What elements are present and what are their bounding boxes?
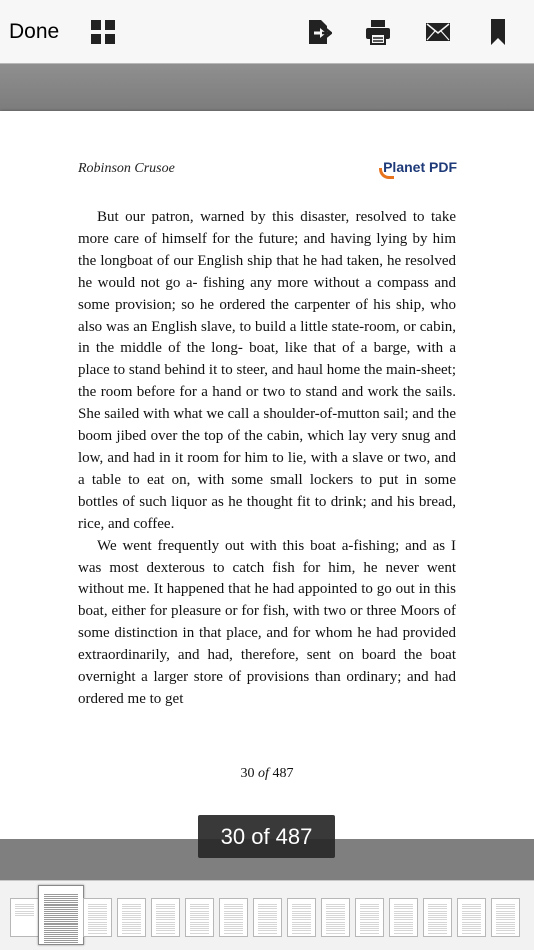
thumbnail-line <box>326 906 345 907</box>
thumbnail-line <box>44 905 78 906</box>
thumbnail[interactable] <box>389 898 418 937</box>
page-body <box>78 207 456 711</box>
thumbnail-line <box>122 913 141 914</box>
viewer-background <box>0 64 534 111</box>
thumbnail-line <box>496 930 515 931</box>
thumbnail-line <box>224 930 243 931</box>
thumbnail-line <box>496 908 515 909</box>
thumbnail-line <box>44 898 78 899</box>
thumbnail-line <box>258 917 277 918</box>
thumbnail-line <box>360 911 379 912</box>
page-indicator-badge: 30 of 487 <box>198 815 335 858</box>
thumbnail-line <box>44 932 78 933</box>
thumbnail-line <box>360 906 379 907</box>
thumbnail-line <box>462 913 481 914</box>
thumbnail-line <box>156 906 175 907</box>
thumbnail-line <box>394 922 413 923</box>
thumbnail-line <box>428 928 447 929</box>
thumbnail-line <box>258 924 277 925</box>
thumbnail-line <box>428 915 447 916</box>
thumbnail-line <box>496 913 515 914</box>
thumbnail-line <box>496 915 515 916</box>
thumbnail-line <box>88 911 107 912</box>
thumbnail[interactable] <box>457 898 486 937</box>
thumbnail-line <box>190 924 209 925</box>
thumbnail-line <box>190 906 209 907</box>
thumbnail-line <box>156 928 175 929</box>
thumbnail-line <box>88 913 107 914</box>
thumbnail-line <box>190 933 209 934</box>
thumbnail-line <box>428 906 447 907</box>
thumbnail-line <box>44 894 78 895</box>
thumbnail-line <box>224 926 243 927</box>
thumbnail-line <box>44 923 78 924</box>
thumbnail-line <box>462 917 481 918</box>
thumbnail-line <box>44 907 78 908</box>
thumbnail[interactable] <box>491 898 520 937</box>
thumbnail-line <box>326 915 345 916</box>
done-button[interactable]: Done <box>9 20 60 43</box>
thumbnail-line <box>462 908 481 909</box>
thumbnail[interactable] <box>355 898 384 937</box>
thumbnail-line <box>15 913 34 914</box>
brand-text: Planet PDF <box>383 159 457 175</box>
thumbnail-line <box>88 917 107 918</box>
thumbnail[interactable] <box>321 898 350 937</box>
thumbnail-line <box>44 913 78 914</box>
thumbnail-line <box>462 915 481 916</box>
thumbnail-line <box>428 911 447 912</box>
thumbnail-line <box>496 933 515 934</box>
export-icon[interactable] <box>303 16 335 48</box>
thumbnail-line <box>394 908 413 909</box>
thumbnail-line <box>428 922 447 923</box>
thumbnail-line <box>258 913 277 914</box>
thumbnail-line <box>394 913 413 914</box>
thumbnail-line <box>462 928 481 929</box>
thumbnail-line <box>292 924 311 925</box>
thumbnail[interactable] <box>219 898 248 937</box>
thumbnail-line <box>122 933 141 934</box>
thumbnail-line <box>156 904 175 905</box>
thumbnail-line <box>428 904 447 905</box>
thumbnail-line <box>122 906 141 907</box>
thumbnail-line <box>428 913 447 914</box>
thumbnail-line <box>360 922 379 923</box>
thumbnail-line <box>292 904 311 905</box>
thumbnail-line <box>15 915 34 916</box>
planet-pdf-logo <box>383 159 457 175</box>
thumbnail-line <box>326 913 345 914</box>
thumbnail-line <box>326 904 345 905</box>
thumbnail-line <box>224 915 243 916</box>
thumbnail-line <box>122 915 141 916</box>
thumbnail-line <box>496 924 515 925</box>
thumbnail-line <box>428 930 447 931</box>
thumbnail-line <box>462 922 481 923</box>
thumbnail-line <box>156 911 175 912</box>
thumbnail-line <box>190 913 209 914</box>
thumbnail-line <box>15 908 34 909</box>
thumbnail-line <box>156 913 175 914</box>
thumbnail-line <box>360 919 379 920</box>
thumbnail-line <box>428 933 447 934</box>
thumbnail-line <box>44 919 78 920</box>
thumbnail-line <box>462 919 481 920</box>
thumbnail-line <box>292 928 311 929</box>
thumbnail-line <box>258 933 277 934</box>
thumbnail-line <box>44 938 78 939</box>
thumbnail-line <box>292 919 311 920</box>
thumbnail-line <box>88 922 107 923</box>
thumbnail-line <box>496 919 515 920</box>
thumbnail-line <box>258 930 277 931</box>
thumbnail-line <box>326 908 345 909</box>
thumbnail-line <box>360 913 379 914</box>
thumbnail-line <box>394 930 413 931</box>
thumbnail-line <box>258 915 277 916</box>
thumbnail-line <box>496 917 515 918</box>
print-icon[interactable] <box>362 16 394 48</box>
thumbnail-line <box>156 908 175 909</box>
thumbnail-line <box>292 913 311 914</box>
thumbnail-line <box>394 926 413 927</box>
thumbnail-line <box>326 924 345 925</box>
thumbnail-line <box>122 911 141 912</box>
thumbnail-line <box>462 904 481 905</box>
thumbnail-line <box>462 933 481 934</box>
thumbnail-line <box>156 930 175 931</box>
thumbnail-line <box>190 919 209 920</box>
thumbnail-line <box>258 908 277 909</box>
thumbnail[interactable] <box>83 898 112 937</box>
thumbnail-line <box>224 906 243 907</box>
thumbnail[interactable] <box>10 898 39 937</box>
thumbnail-line <box>462 926 481 927</box>
thumbnail-line <box>360 926 379 927</box>
thumbnail-line <box>496 922 515 923</box>
thumbnail[interactable] <box>423 898 452 937</box>
paragraph: We went frequently out with this boat a-fishing; and as I was most dexterous to catch fish for him, he never went without me. It happened that he had appointed to go out in this boat, either for pleasure or for fish, with two or three Moors of some distinction in that place, and for whom he had provided extraordinarily, and had, therefore, sent on board the boat overnight a larger store of provisions than ordinary; and had ordered me to get <box>78 537 456 707</box>
thumbnail-line <box>15 911 34 912</box>
page-number: 30 <box>240 766 255 781</box>
thumbnail-line <box>88 908 107 909</box>
thumbnail-line <box>122 917 141 918</box>
thumbnail-line <box>44 936 78 937</box>
thumbnail-line <box>122 928 141 929</box>
thumbnail-line <box>326 933 345 934</box>
thumbnail-line <box>326 930 345 931</box>
thumbnail-line <box>496 926 515 927</box>
thumbnail-line <box>44 921 78 922</box>
page-footer-number <box>0 766 534 782</box>
thumbnail-line <box>88 906 107 907</box>
thumbnail-line <box>258 926 277 927</box>
thumbnail-line <box>462 906 481 907</box>
thumbnail-line <box>190 928 209 929</box>
thumbnail-line <box>88 915 107 916</box>
thumbnail-line <box>258 906 277 907</box>
thumbnail-line <box>156 924 175 925</box>
thumbnail-line <box>428 908 447 909</box>
thumbnail-line <box>44 942 78 943</box>
thumbnail-line <box>156 922 175 923</box>
thumbnail-line <box>258 919 277 920</box>
thumbnail-line <box>88 930 107 931</box>
thumbnail-line <box>462 930 481 931</box>
thumbnail-line <box>394 928 413 929</box>
thumbnail-line <box>292 917 311 918</box>
thumbnail-line <box>394 915 413 916</box>
thumbnail-line <box>190 930 209 931</box>
grid-icon[interactable] <box>87 16 119 48</box>
thumbnail-line <box>496 928 515 929</box>
thumbnail-line <box>496 906 515 907</box>
thumbnail-line <box>462 924 481 925</box>
thumbnail-line <box>394 924 413 925</box>
thumbnail-line <box>88 904 107 905</box>
bookmark-icon[interactable] <box>482 16 514 48</box>
thumbnail-line <box>44 917 78 918</box>
thumbnail-line <box>224 924 243 925</box>
thumbnail-line <box>88 924 107 925</box>
thumbnail-line <box>224 913 243 914</box>
top-toolbar <box>0 0 534 64</box>
thumbnail-line <box>258 922 277 923</box>
thumbnail-line <box>360 928 379 929</box>
thumbnail-line <box>292 930 311 931</box>
mail-icon[interactable] <box>422 16 454 48</box>
thumbnail-line <box>258 928 277 929</box>
thumbnail-line <box>428 919 447 920</box>
thumbnail-line <box>122 924 141 925</box>
thumbnail-line <box>44 934 78 935</box>
page-of: of <box>258 766 269 781</box>
thumbnail-line <box>292 908 311 909</box>
thumbnail-line <box>44 930 78 931</box>
thumbnail-line <box>360 933 379 934</box>
thumbnail-line <box>462 911 481 912</box>
thumbnail-line <box>44 915 78 916</box>
thumbnail-line <box>122 926 141 927</box>
thumbnail-line <box>190 926 209 927</box>
thumbnail-line <box>156 915 175 916</box>
thumbnail-line <box>326 926 345 927</box>
thumbnail-line <box>292 926 311 927</box>
thumbnail-line <box>292 906 311 907</box>
thumbnail-line <box>224 908 243 909</box>
thumbnail[interactable] <box>185 898 214 937</box>
thumbnail-line <box>326 917 345 918</box>
thumbnail-line <box>44 909 78 910</box>
thumbnail-line <box>292 915 311 916</box>
thumbnail-line <box>44 896 78 897</box>
thumbnail-line <box>394 904 413 905</box>
thumbnail-line <box>44 926 78 927</box>
thumbnail-line <box>292 922 311 923</box>
thumbnail-line <box>224 904 243 905</box>
thumbnail-line <box>428 926 447 927</box>
thumbnail-line <box>428 917 447 918</box>
thumbnail-line <box>224 911 243 912</box>
thumbnail[interactable] <box>151 898 180 937</box>
paragraph: But our patron, warned by this disaster, resolved to take more care of himself for the future; and having lying by him the longboat of our English ship that he had taken, he resolved he would not go a- fishing any more without a compass and some provision; so he ordered the carpenter of his ship, who also was an English slave, to build a little state-room, or cabin, in the middle of the long- boat, like that of a barge, with a place to stand behind it to steer, and haul home the main-sheet; the room before for a hand or two to stand and work the sails. She sailed with what we call a shoulder-of-mutton sail; and the boom jibed over the top of the cabin, which lay very snug and low, and had in it room for him to lie, with a slave or two, and a table to eat on, with some small lockers to put in some bottles of such liquor as he thought fit to drink; and his bread, rice, and coffee. <box>78 209 456 532</box>
thumbnail-line <box>44 911 78 912</box>
page-header-title: Robinson Crusoe <box>78 161 175 176</box>
thumbnail-line <box>190 904 209 905</box>
thumbnail-line <box>394 906 413 907</box>
thumbnail-line <box>190 915 209 916</box>
thumbnail-line <box>360 924 379 925</box>
thumbnail-line <box>360 930 379 931</box>
thumbnail-line <box>44 928 78 929</box>
thumbnail-line <box>292 911 311 912</box>
thumbnail-line <box>258 904 277 905</box>
thumbnail-line <box>44 940 78 941</box>
thumbnail-line <box>224 928 243 929</box>
thumbnail-line <box>122 904 141 905</box>
thumbnail-line <box>15 906 34 907</box>
thumbnail-line <box>122 908 141 909</box>
thumbnail-line <box>190 917 209 918</box>
thumbnail-strip[interactable] <box>0 880 534 950</box>
thumbnail-line <box>258 911 277 912</box>
thumbnail-line <box>326 919 345 920</box>
thumbnail[interactable] <box>117 898 146 937</box>
thumbnail-line <box>88 919 107 920</box>
thumbnail-line <box>122 922 141 923</box>
page-total: 487 <box>272 766 294 781</box>
thumbnail-line <box>360 904 379 905</box>
thumbnail-line <box>156 917 175 918</box>
thumbnail-line <box>44 924 78 925</box>
thumbnail-line <box>224 919 243 920</box>
thumbnail-line <box>496 911 515 912</box>
thumbnail-line <box>394 917 413 918</box>
thumbnail-line <box>224 922 243 923</box>
thumbnail-line <box>156 919 175 920</box>
logo-swoosh-icon <box>379 168 394 179</box>
thumbnail-line <box>326 911 345 912</box>
thumbnail[interactable] <box>287 898 316 937</box>
thumbnail-line <box>44 904 78 905</box>
thumbnail-line <box>496 904 515 905</box>
thumbnail-line <box>224 917 243 918</box>
thumbnail-line <box>156 926 175 927</box>
thumbnail-line <box>190 908 209 909</box>
thumbnail-line <box>88 926 107 927</box>
thumbnail-line <box>156 933 175 934</box>
thumbnail-line <box>394 919 413 920</box>
thumbnail-line <box>428 924 447 925</box>
thumbnail-current[interactable] <box>38 885 84 945</box>
thumbnail-line <box>44 902 78 903</box>
thumbnail-line <box>190 911 209 912</box>
thumbnail[interactable] <box>253 898 282 937</box>
thumbnail-line <box>394 933 413 934</box>
thumbnail-line <box>88 933 107 934</box>
thumbnail-line <box>190 922 209 923</box>
thumbnail-line <box>44 900 78 901</box>
thumbnail-line <box>394 911 413 912</box>
thumbnail-line <box>360 915 379 916</box>
thumbnail-line <box>122 919 141 920</box>
thumbnail-line <box>88 928 107 929</box>
thumbnail-line <box>360 908 379 909</box>
thumbnail-line <box>360 917 379 918</box>
thumbnail-line <box>326 922 345 923</box>
thumbnail-line <box>15 904 34 905</box>
thumbnail-line <box>224 933 243 934</box>
thumbnail-line <box>122 930 141 931</box>
thumbnail-line <box>292 933 311 934</box>
pdf-page[interactable] <box>0 111 534 839</box>
thumbnail-line <box>326 928 345 929</box>
